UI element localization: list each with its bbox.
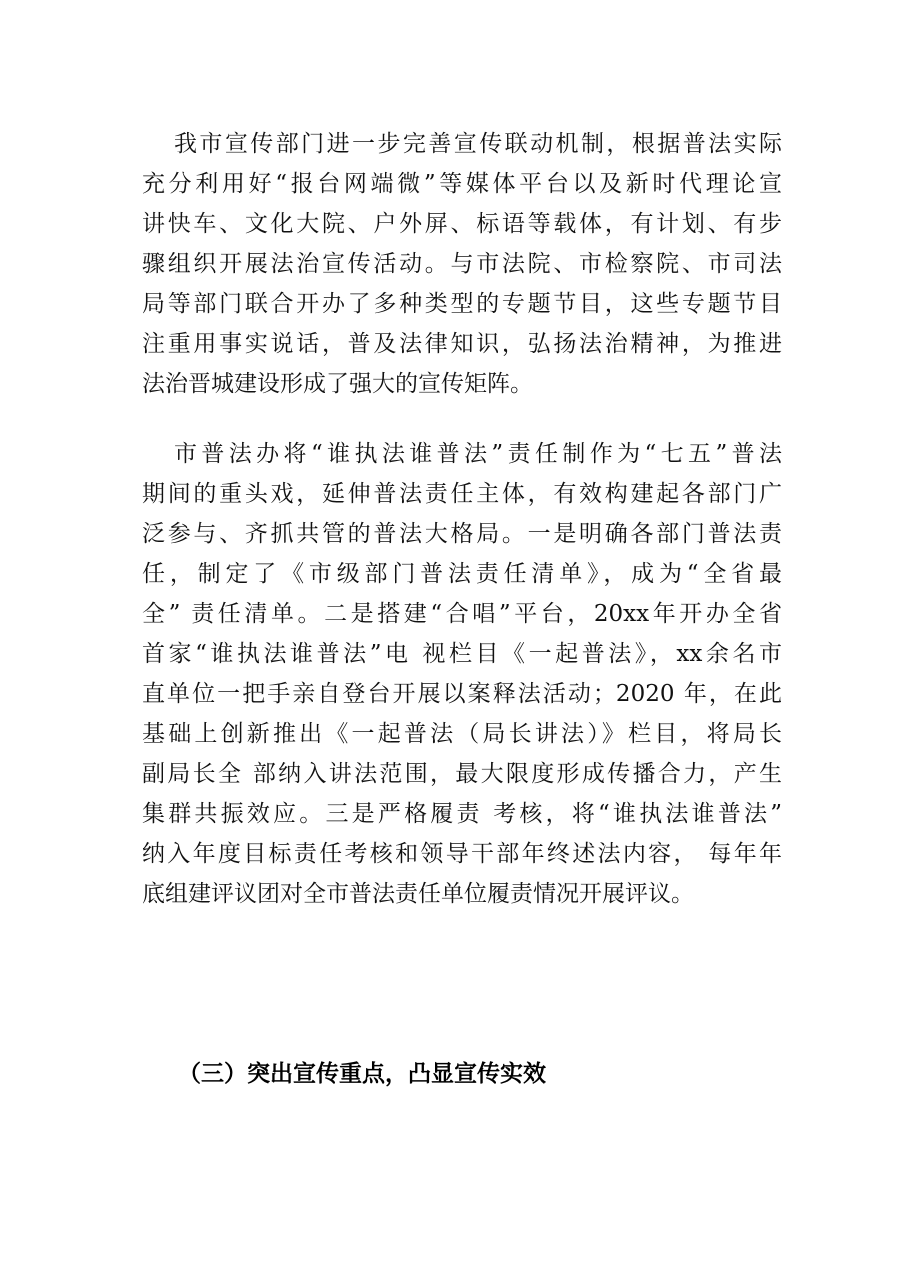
text-line: 直单位一把手亲自登台开展以案释法活动；2020 年，在此 xyxy=(142,681,782,707)
text-line: 首家“谁执法谁普法”电 视栏目《一起普法》，xx余名市 xyxy=(142,641,782,667)
text-line: 纳入年度目标责任考核和领导干部年终述法内容， 每年年 xyxy=(142,841,782,867)
text-line: 集群共振效应。三是严格履责 考核，将“谁执法谁普法” xyxy=(142,801,782,827)
text-line: 基础上创新推出《一起普法（局长讲法）》栏目，将局长 xyxy=(142,721,782,747)
text-line: 法治晋城建设形成了强大的宣传矩阵。 xyxy=(142,371,533,397)
text-line: 讲快车、文化大院、户外屏、标语等载体，有计划、有步 xyxy=(142,211,782,237)
text-line: 全” 责任清单。二是搭建“合唱”平台，20xx年开办全省 xyxy=(142,601,782,627)
text-line: 局等部门联合开办了多种类型的专题节目，这些专题节目 xyxy=(142,291,782,317)
paragraph-1 xyxy=(142,124,782,404)
text-line: 期间的重头戏，延伸普法责任主体，有效构建起各部门广 xyxy=(142,481,782,507)
text-line: 充分利用好“报台网端微”等媒体平台以及新时代理论宣 xyxy=(142,171,782,197)
text-line: 我市宣传部门进一步完善宣传联动机制，根据普法实际 xyxy=(174,131,782,157)
text-line: 任，制定了《市级部门普法责任清单》，成为“全省最 xyxy=(142,561,782,587)
body-text xyxy=(142,124,782,914)
text-line: 底组建评议团对全市普法责任单位履责情况开展评议。 xyxy=(142,881,694,907)
paragraph-spacer xyxy=(142,404,782,434)
section-heading: （三）突出宣传重点，凸显宣传实效 xyxy=(178,1061,546,1087)
text-line: 市普法办将“谁执法谁普法”责任制作为“七五”普法 xyxy=(174,441,782,467)
text-line: 泛参与、齐抓共管的普法大格局。一是明确各部门普法责 xyxy=(142,521,782,547)
paragraph-2 xyxy=(142,434,782,914)
text-line: 骤组织开展法治宣传活动。与市法院、市检察院、市司法 xyxy=(142,251,782,277)
text-line: 副局长全 部纳入讲法范围，最大限度形成传播合力，产生 xyxy=(142,761,782,787)
text-line: 注重用事实说话，普及法律知识，弘扬法治精神，为推进 xyxy=(142,331,782,357)
